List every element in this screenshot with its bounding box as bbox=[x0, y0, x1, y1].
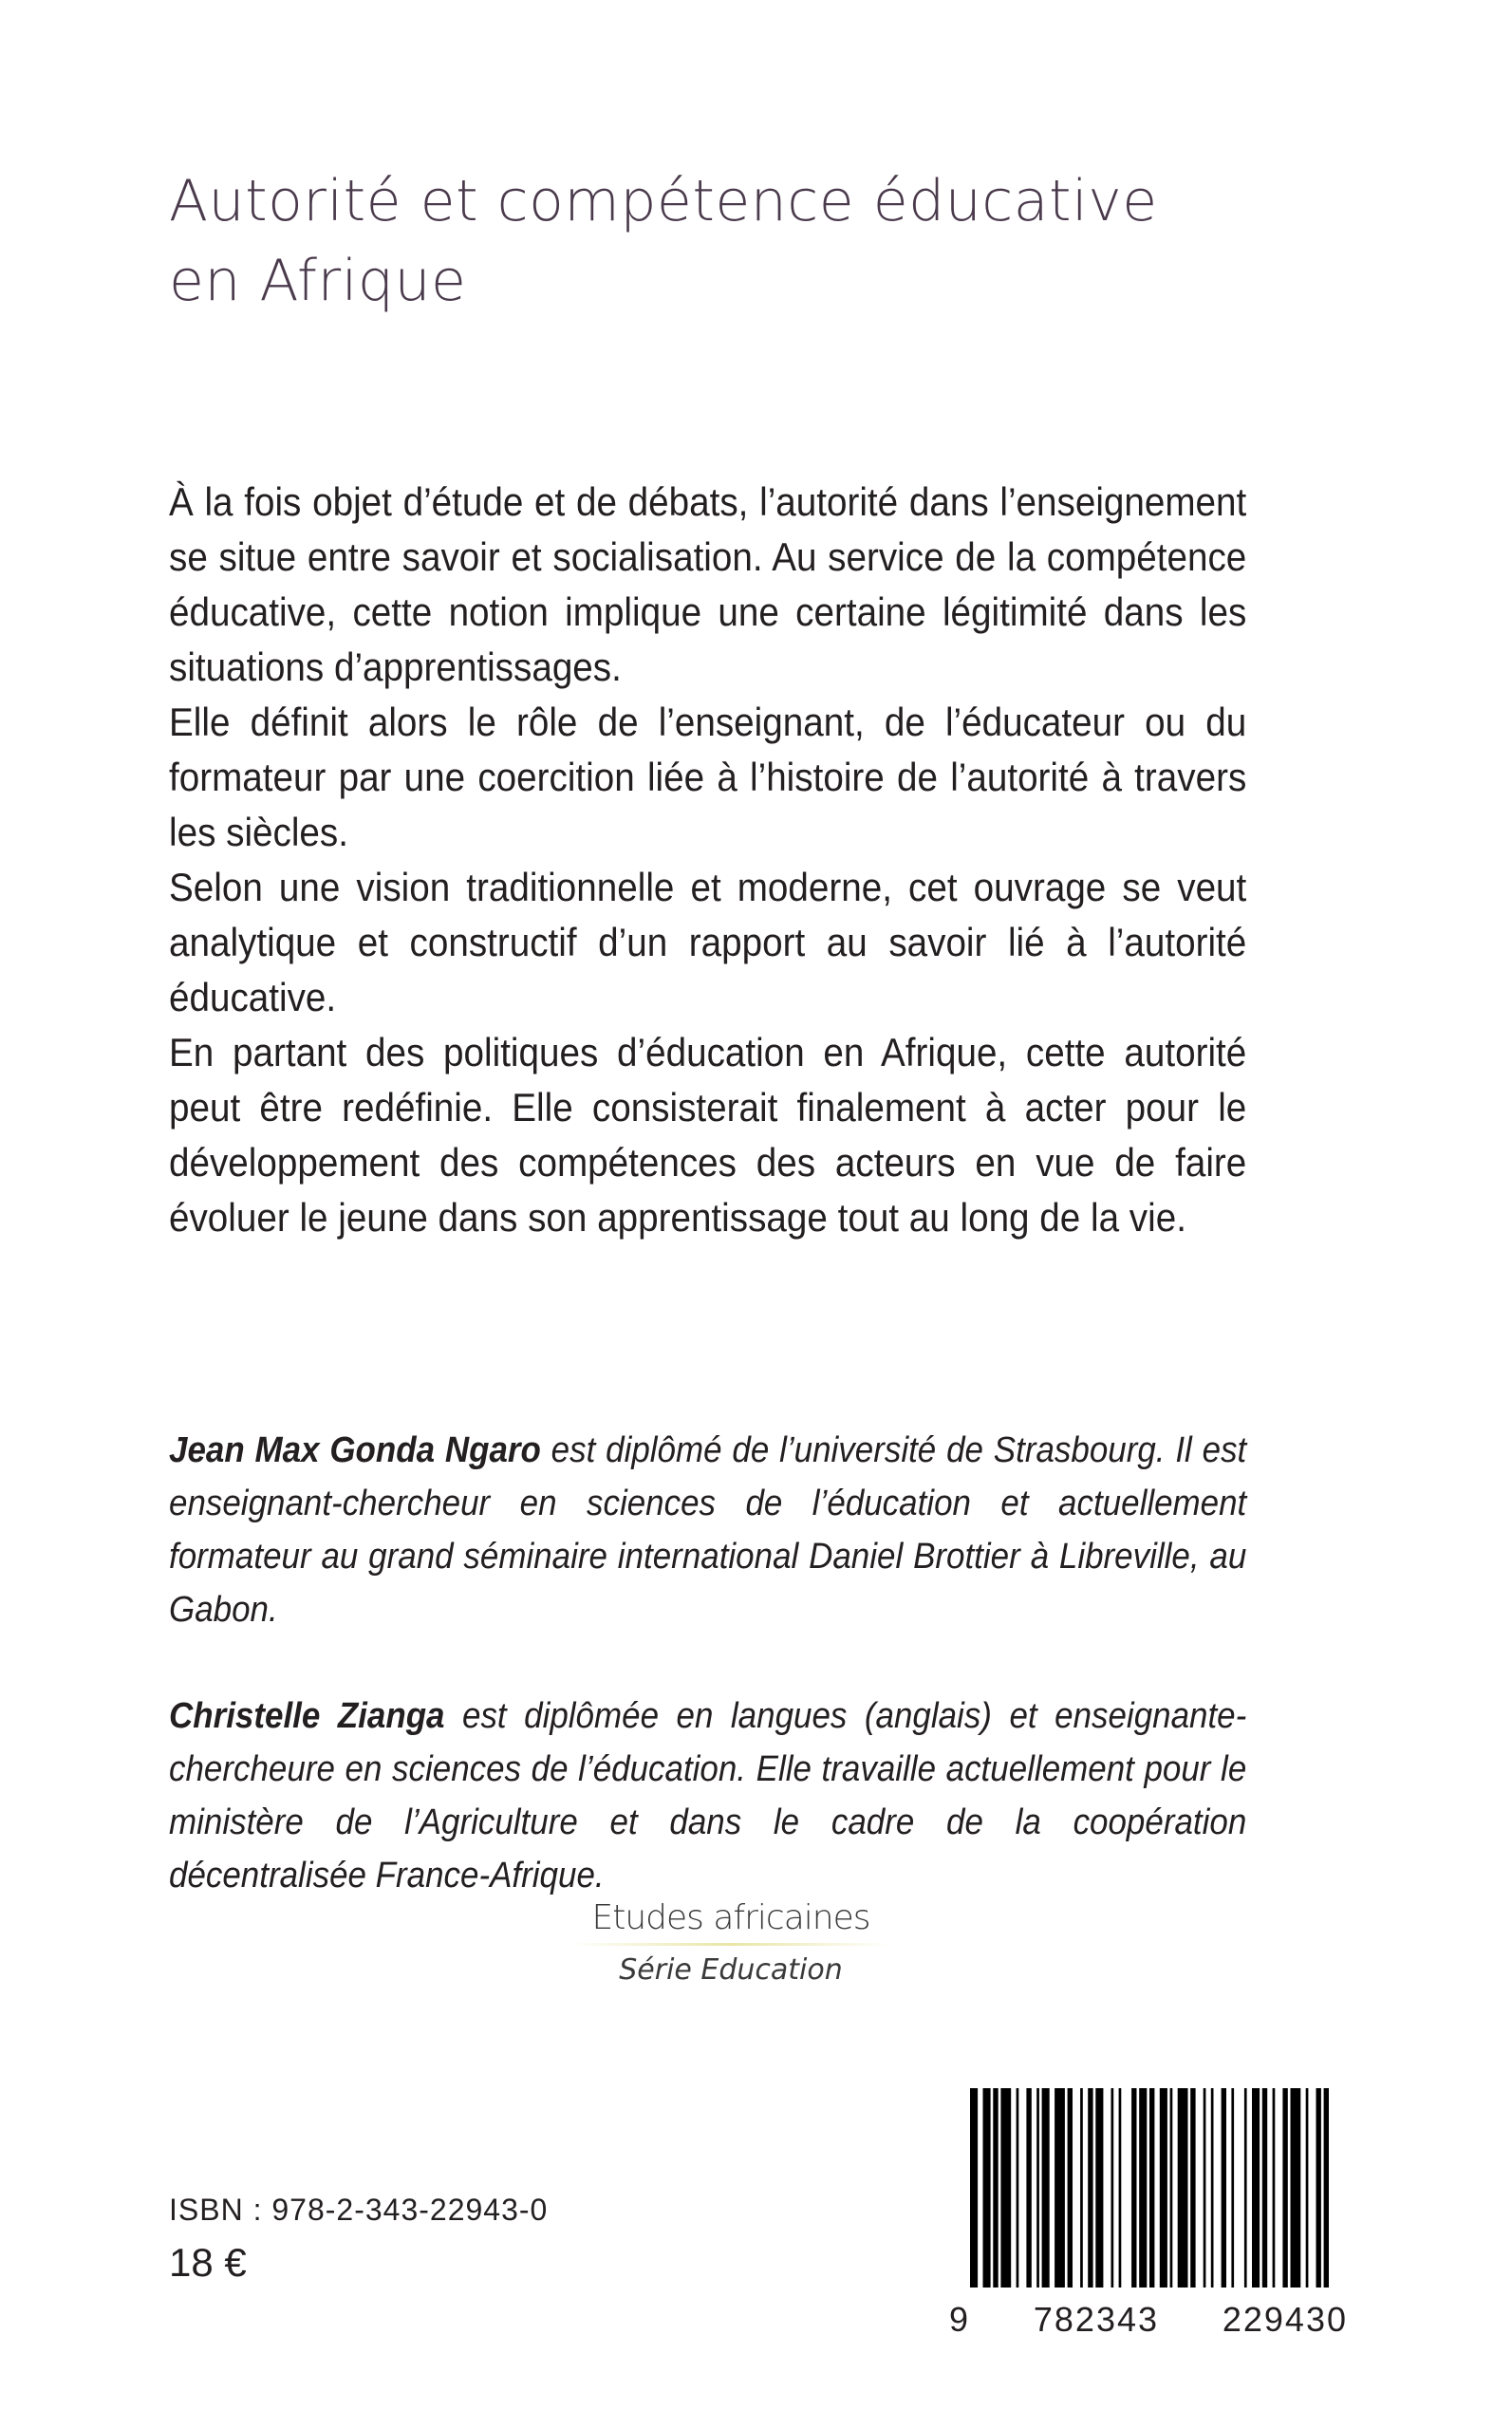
barcode-digit-group-right: 229430 bbox=[1222, 2300, 1348, 2339]
summary-paragraph: Selon une vision traditionnelle et moderne, cet ouvrage se veut analytique et constructif d’un rapport au savoir lié à l’autorité éducative. bbox=[169, 865, 1247, 1019]
barcode-bar bbox=[1222, 2088, 1226, 2288]
barcode-bar bbox=[1000, 2088, 1011, 2288]
book-title-line-1: Autorité et compétence éducative bbox=[169, 168, 1158, 234]
author-name: Jean Max Gonda Ngaro bbox=[169, 1430, 541, 1470]
barcode-bar bbox=[1291, 2088, 1301, 2288]
barcode-bar bbox=[1017, 2088, 1019, 2288]
barcode-bar bbox=[970, 2088, 978, 2288]
barcode-digit-group-left: 782343 bbox=[1033, 2300, 1160, 2339]
barcode-bar bbox=[1178, 2088, 1188, 2288]
barcode-bar bbox=[1324, 2088, 1329, 2288]
barcode-bar bbox=[1211, 2088, 1214, 2288]
barcode-bar bbox=[1316, 2088, 1321, 2288]
author-bio bbox=[169, 1690, 1246, 1902]
barcode-bar bbox=[1068, 2088, 1073, 2288]
series-logo bbox=[532, 1898, 930, 1987]
book-summary bbox=[169, 475, 1246, 1245]
barcode-bar bbox=[1095, 2088, 1103, 2288]
barcode-bar bbox=[1244, 2088, 1247, 2288]
barcode-bar bbox=[1042, 2088, 1050, 2288]
barcode-bar bbox=[1131, 2088, 1136, 2288]
summary-paragraph: En partant des politiques d’éducation en Afrique, cette autorité peut être redéfinie. Elle consisterait finalement à acter pour le développement des compétences des acteurs en vue de faire évoluer le jeune dans son apprentissage tout au long de la vie. bbox=[169, 1030, 1247, 1240]
barcode-bar bbox=[1252, 2088, 1260, 2288]
series-divider bbox=[569, 1943, 892, 1946]
series-name: Etudes africaines bbox=[591, 1898, 870, 1937]
barcode-bar bbox=[1204, 2088, 1206, 2288]
barcode-bar bbox=[1055, 2088, 1065, 2288]
barcode-bar bbox=[1026, 2088, 1031, 2288]
barcode-bar bbox=[1139, 2088, 1147, 2288]
author-bio-text: est diplômé de l’université de Strasbourg. Il est enseignant-chercheur en sciences de l’éducation et actuellement formateur au grand séminaire international Daniel Brottier à Libreville, au Gabon. bbox=[169, 1430, 1247, 1630]
barcode-bar bbox=[1088, 2088, 1092, 2288]
author-name: Christelle Zianga bbox=[169, 1696, 445, 1736]
series-subtitle: Série Education bbox=[619, 1953, 843, 1987]
barcode-bar bbox=[1262, 2088, 1267, 2288]
barcode bbox=[949, 2088, 1348, 2340]
barcode-digits bbox=[949, 2300, 1348, 2340]
barcode-bar bbox=[1273, 2088, 1276, 2288]
summary-paragraph: Elle définit alors le rôle de l’enseignant, de l’éducateur ou du formateur par une coercition liée à l’histoire de l’autorité à travers les siècles. bbox=[169, 700, 1247, 854]
barcode-bar bbox=[1190, 2088, 1195, 2288]
author-bio bbox=[169, 1424, 1246, 1636]
barcode-bar bbox=[1170, 2088, 1173, 2288]
barcode-bar bbox=[1036, 2088, 1039, 2288]
summary-paragraph: À la fois objet d’étude et de débats, l’autorité dans l’enseignement se situe entre savoir et socialisation. Au service de la compétence éducative, cette notion implique une certaine légitimité dans les situations d’apprentissages. bbox=[169, 479, 1247, 689]
isbn: ISBN : 978-2-343-22943-0 bbox=[169, 2193, 549, 2227]
barcode-bar bbox=[983, 2088, 991, 2288]
book-title-line-2: en Afrique bbox=[169, 248, 467, 314]
barcode-bar bbox=[1306, 2088, 1309, 2288]
book-title bbox=[169, 161, 1403, 321]
barcode-bar bbox=[1080, 2088, 1083, 2288]
barcode-bar bbox=[1231, 2088, 1234, 2288]
barcode-bar bbox=[1149, 2088, 1154, 2288]
barcode-bar bbox=[1282, 2088, 1287, 2288]
price: 18 € bbox=[169, 2240, 247, 2285]
barcode-bars bbox=[949, 2088, 1348, 2292]
barcode-digit-prefix: 9 bbox=[949, 2300, 971, 2339]
author-bios bbox=[169, 1424, 1246, 1955]
barcode-bar bbox=[1111, 2088, 1114, 2288]
author-bio-text: est diplômée en langues (anglais) et enseignante-chercheure en sciences de l’éducation. Elle travaille actuellement pour le ministère de l’Agriculture et dans le cadre de la coopération décentralisée France-Afrique. bbox=[169, 1696, 1247, 1895]
barcode-bar bbox=[1160, 2088, 1167, 2288]
barcode-bar bbox=[993, 2088, 998, 2288]
barcode-bar bbox=[1119, 2088, 1122, 2288]
